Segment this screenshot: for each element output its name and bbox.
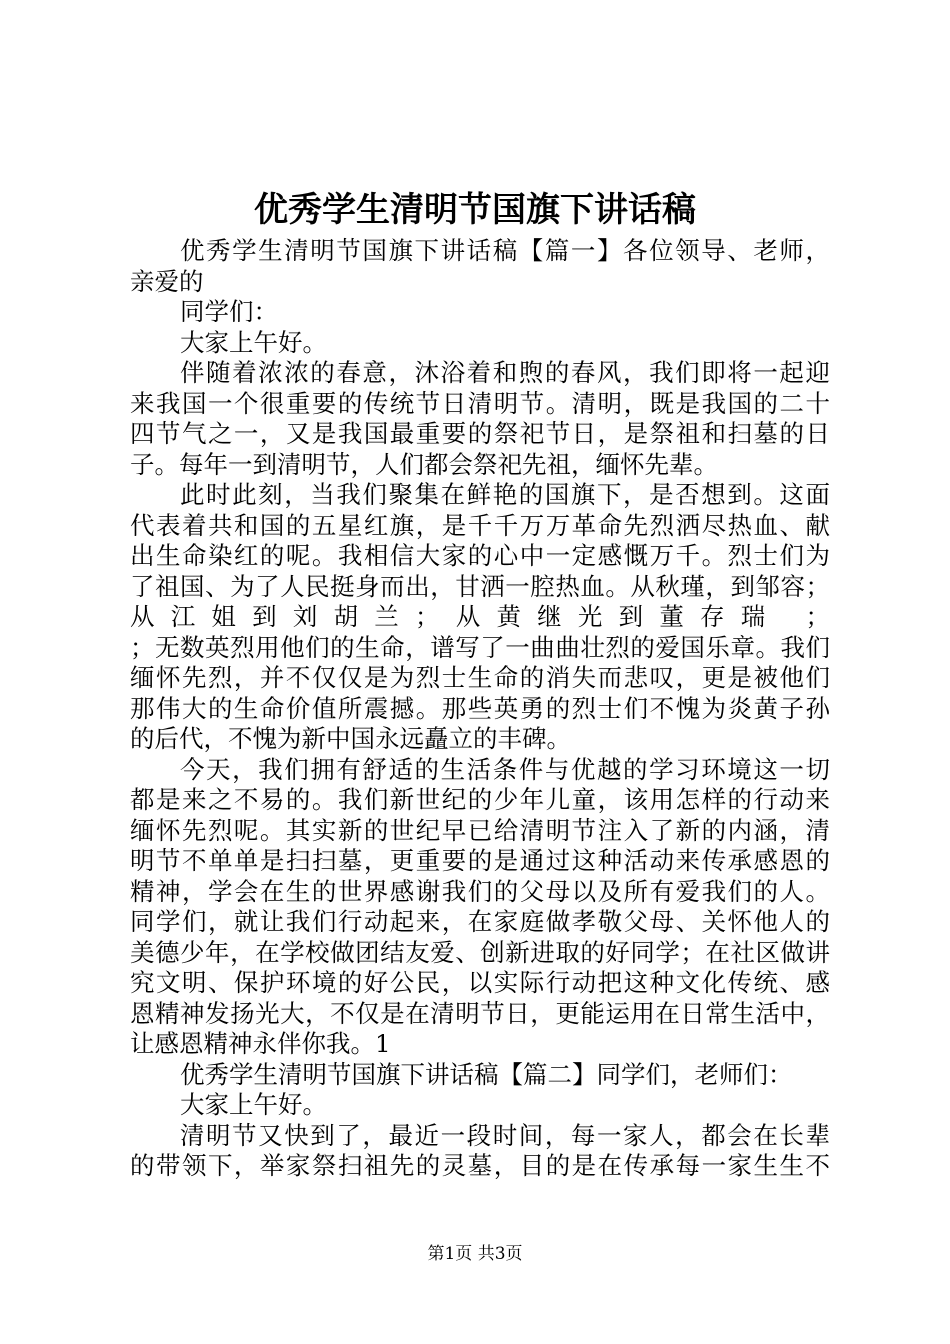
text-line: 从江姐到刘胡兰；从黄继光到董存瑞 ；: [130, 602, 830, 631]
text-line: 代表着共和国的五星红旗，是千千万万革命先烈洒尽热血、献: [130, 510, 830, 540]
text-line: 缅怀先烈，并不仅仅是为烈士生命的消失而悲叹，更是被他们: [130, 663, 830, 692]
text-line: 缅怀先烈呢。其实新的世纪早已给清明节注入了新的内涵，清: [130, 815, 830, 845]
text-line: ；无数英烈用他们的生命，谱写了一曲曲壮烈的爱国乐章。我们: [130, 632, 830, 662]
text-line: 美德少年，在学校做团结友爱、创新进取的好同学；在社区做讲: [130, 937, 830, 967]
text-line: 优秀学生清明节国旗下讲话稿【篇二】同学们，老师们：: [180, 1059, 793, 1089]
text-line: 那伟大的生命价值所震撼。那些英勇的烈士们不愧为炎黄子孙: [130, 693, 830, 723]
text-line: 亲爱的: [130, 266, 204, 296]
text-line: 恩精神发扬光大，不仅是在清明节日，更能运用在日常生活中，: [130, 998, 830, 1028]
text-line: 伴随着浓浓的春意，沐浴着和煦的春风，我们即将一起迎: [180, 358, 830, 387]
text-line: 此时此刻，当我们聚集在鲜艳的国旗下，是否想到。这面: [180, 480, 830, 509]
article-body: [130, 236, 830, 1182]
text-line: 让感恩精神永伴你我。1: [130, 1029, 391, 1058]
text-line: 的后代，不愧为新中国永远矗立的丰碑。: [130, 724, 571, 753]
text-line: 的带领下，举家祭扫祖先的灵墓，目的是在传承每一家生生不: [130, 1151, 830, 1180]
text-line: 明节不单单是扫扫墓，更重要的是通过这种活动来传承感恩的: [130, 846, 830, 875]
text-line: 了祖国、为了人民挺身而出，甘洒一腔热血。从秋瑾，到邹容；: [130, 571, 830, 601]
text-line: 究文明、保护环境的好公民，以实际行动把这种文化传统、感: [130, 968, 830, 997]
page-footer: 第1页 共3页: [427, 1244, 523, 1264]
text-line: 大家上午好。: [180, 1090, 327, 1119]
text-line: 子。每年一到清明节，人们都会祭祀先祖，缅怀先辈。: [130, 449, 718, 479]
text-line: 出生命染红的呢。我相信大家的心中一定感慨万千。烈士们为: [130, 541, 830, 570]
text-line: 大家上午好。: [180, 327, 327, 357]
text-line: 今天，我们拥有舒适的生活条件与优越的学习环境这一切: [180, 754, 830, 784]
text-line: 都是来之不易的。我们新世纪的少年儿童，该用怎样的行动来: [130, 785, 830, 814]
text-line: 四节气之一，又是我国最重要的祭祀节日，是祭祖和扫墓的日: [130, 419, 830, 448]
text-line: 精神，学会在生的世界感谢我们的父母以及所有爱我们的人。: [130, 876, 830, 906]
page-title: 优秀学生清明节国旗下讲话稿: [254, 190, 696, 230]
text-line: 同学们，就让我们行动起来，在家庭做孝敬父母、关怀他人的: [130, 907, 830, 936]
text-line: 优秀学生清明节国旗下讲话稿【篇一】各位领导、老师，: [180, 236, 830, 265]
text-line: 来我国一个很重要的传统节日清明节。清明，既是我国的二十: [130, 388, 830, 418]
text-line: 同学们：: [180, 297, 278, 326]
text-line: 清明节又快到了，最近一段时间，每一家人，都会在长辈: [180, 1120, 830, 1150]
